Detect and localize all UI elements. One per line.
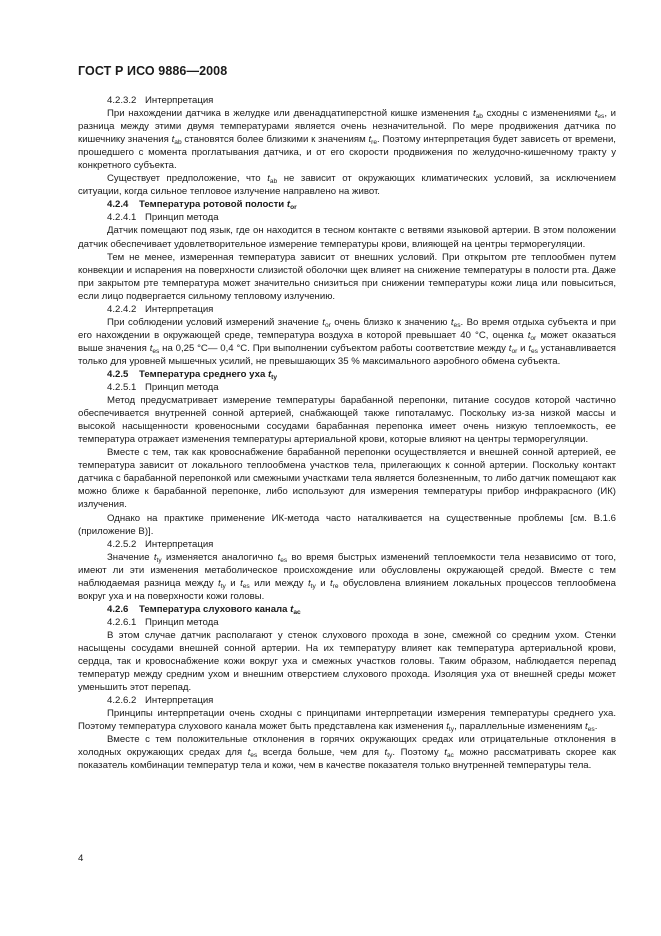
section-heading-4-2-6: 4.2.6 Температура слухового канала $t_{ac}$: [107, 603, 301, 616]
section-heading-4-2-5-2: [78, 538, 616, 551]
paragraph: Датчик помещают под язык, где он находится в тесном контакте с ветвями языковой артерии. В этом положении датчик обеспечивает удовлетворительное измерение температуры крови, влияющей на центры терморегуляции.: [78, 225, 616, 250]
section-title: Температура слухового канала: [139, 603, 288, 615]
section-number: 4.2.5: [107, 368, 129, 380]
section-title: Интерпретация: [145, 695, 214, 707]
section-title: Интерпретация: [145, 95, 214, 106]
section-heading-4-2-6-1: [78, 616, 616, 629]
paragraph: Однако на практике применение ИК-метода часто наталкивается на существенные проблемы [см. В.1.6 (приложение В)].: [78, 512, 616, 537]
paragraph: Метод предусматривает измерение температуры барабанной перепонки, питание сосудов которой частично обеспечивается внутренней сонной артерией, снабжающей также гипоталамус. Поскольку из-за низкой массы и высокой насыщенности кровеносными сосудами барабанная перепонка имеет очень низкую теплоемкость, ее температура отражает изменения температуры артериальной крови, которые влияют на центры терморегуляции.: [78, 395, 616, 446]
section-number: 4.2.4: [107, 199, 129, 211]
section-title: Температура ротовой полости: [139, 199, 285, 211]
standard-header: ГОСТ Р ИСО 9886—2008: [78, 64, 228, 78]
section-number: 4.2.5.2: [107, 538, 137, 550]
section-number: 4.2.6.2: [107, 695, 137, 707]
document-body: [78, 94, 616, 772]
section-title: Принцип метода: [145, 616, 219, 628]
section-number: 4.2.6.1: [107, 616, 137, 628]
section-title: Принцип метода: [145, 212, 219, 224]
page-number: 4: [78, 853, 84, 864]
paragraph: Значение $t_{ty}$ изменяется аналогично $t_{es}$ во время быстрых изменений теплоемкости тела независимо от того, имеют ли эти изменения метаболическое происхождение или обусловлены окружающей средой. Вместе с тем наблюдаемая разница между $t_{ty}$ и $t_{es}$ или между $t_{ty}$ и $t_{re}$ обусловлена влиянием локальных процессов теплообмена вокруг уха и на поверхности кожи головы.: [78, 551, 616, 602]
paragraph: Тем не менее, измеренная температура зависит от внешних условий. При открытом рте теплообмен путем конвекции и испарения на поверхности слизистой оболочки щек влияет на снижение температуры в полости рта. Даже при закрытом рте температура может значительно снизиться при снижении температуры кожи лица или повыситься, если лицо подвергается сильному тепловому излучению.: [78, 251, 616, 302]
paragraph: Принципы интерпретации очень сходны с принципами интерпретации измерения температуры среднего уха. Поэтому температура слухового канала может быть представлена как изменения $t_{ty}$, параллельные изменениям $t_{es}$.: [78, 708, 616, 734]
section-title: Интерпретация: [145, 538, 214, 550]
section-heading-4-2-3-2: [78, 94, 616, 107]
paragraph: В этом случае датчик располагают у стенок слухового прохода в зоне, смежной со средним ухом. Стенки насыщены сосудами внешней сонной артерии. На их температуру влияет как температура артериальной крови, сердца, так и кровоснабжение кожи вокруг уха и смежных участков головы. Таким образом, наблюдается перепад температур между средним ухом и внешним отверстием слухового прохода. Изоляция уха от внешней среды может уменьшить этот перепад.: [78, 629, 616, 694]
section-number: 4.2.5.1: [107, 382, 137, 394]
paragraph: При соблюдении условий измерений значение $t_{or}$ очень близко к значению $t_{es}$. Во время отдыха субъекта и при его нахождении в окружающей среде, температура воздуха в которой превышает 40 °С, оценка $t_{or}$ может оказаться выше значения $t_{es}$ на 0,25 °С— 0,4 °С. При выполнении субъектом работы соответствие между $t_{or}$ и $t_{es}$ устанавливается только для уровней мышечных усилий, не превышающих 35 % максимального аэробного обмена субъекта.: [78, 316, 616, 367]
section-heading-4-2-4-2: [78, 303, 616, 316]
section-title: Температура среднего уха: [139, 368, 266, 380]
section-number: 4.2.6: [107, 603, 129, 615]
section-heading-4-2-5: 4.2.5 Температура среднего уха $t_{ty}$: [107, 368, 278, 381]
section-title: Интерпретация: [145, 303, 214, 315]
paragraph: Вместе с тем положительные отклонения в горячих окружающих средах или отрицательные отклонения в холодных окружающих средах для $t_{es}$ всегда больше, чем для $t_{ty}$. Поэтому $t_{ac}$ можно рассматривать скорее как показатель комбинации температур тела и кожи, чем в качестве показателя только внутренней температуры тела.: [78, 734, 617, 772]
section-number: 4.2.3.2: [107, 95, 137, 106]
section-title: Принцип метода: [145, 382, 219, 394]
paragraph: При нахождении датчика в желудке или двенадцатиперстной кишке изменения $t_{ab}$ сходны с изменениями $t_{es}$, и разница между этими двумя температурами является очень незначительной. По мере продвижения датчика по кишечнику значения $t_{ab}$ становятся более близкими к значениям $t_{re}$. Поэтому интерпретация будет зависеть от времени, прошедшего с момента проглатывания датчика, и от его скорости продвижения по желудочно-кишечному тракту у конкретного субъекта.: [78, 108, 616, 172]
section-number: 4.2.4.2: [107, 303, 137, 315]
paragraph: Существует предположение, что $t_{ab}$ не зависит от окружающих климатических условий, за исключением ситуации, когда сильное тепловое излучение направлено на живот.: [78, 173, 616, 198]
section-heading-4-2-4: 4.2.4 Температура ротовой полости $t_{or}$: [107, 199, 297, 212]
section-heading-4-2-6-2: [78, 694, 616, 707]
section-heading-4-2-4-1: [78, 211, 616, 224]
section-number: 4.2.4.1: [107, 212, 137, 224]
paragraph: Вместе с тем, так как кровоснабжение барабанной перепонки осуществляется и внешней сонной артерией, ее температура зависит от локального теплообмена участков тела, прилегающих к сонной артерии. Поскольку контакт датчика с барабанной перепонкой или смежными участками тела является болезненным, то либо датчик помещают как можно ближе к барабанной перепонке, либо используют для измерения температуры прибор инфракрасного (ИК) излучения.: [78, 447, 616, 511]
section-heading-4-2-5-1: [78, 381, 616, 394]
